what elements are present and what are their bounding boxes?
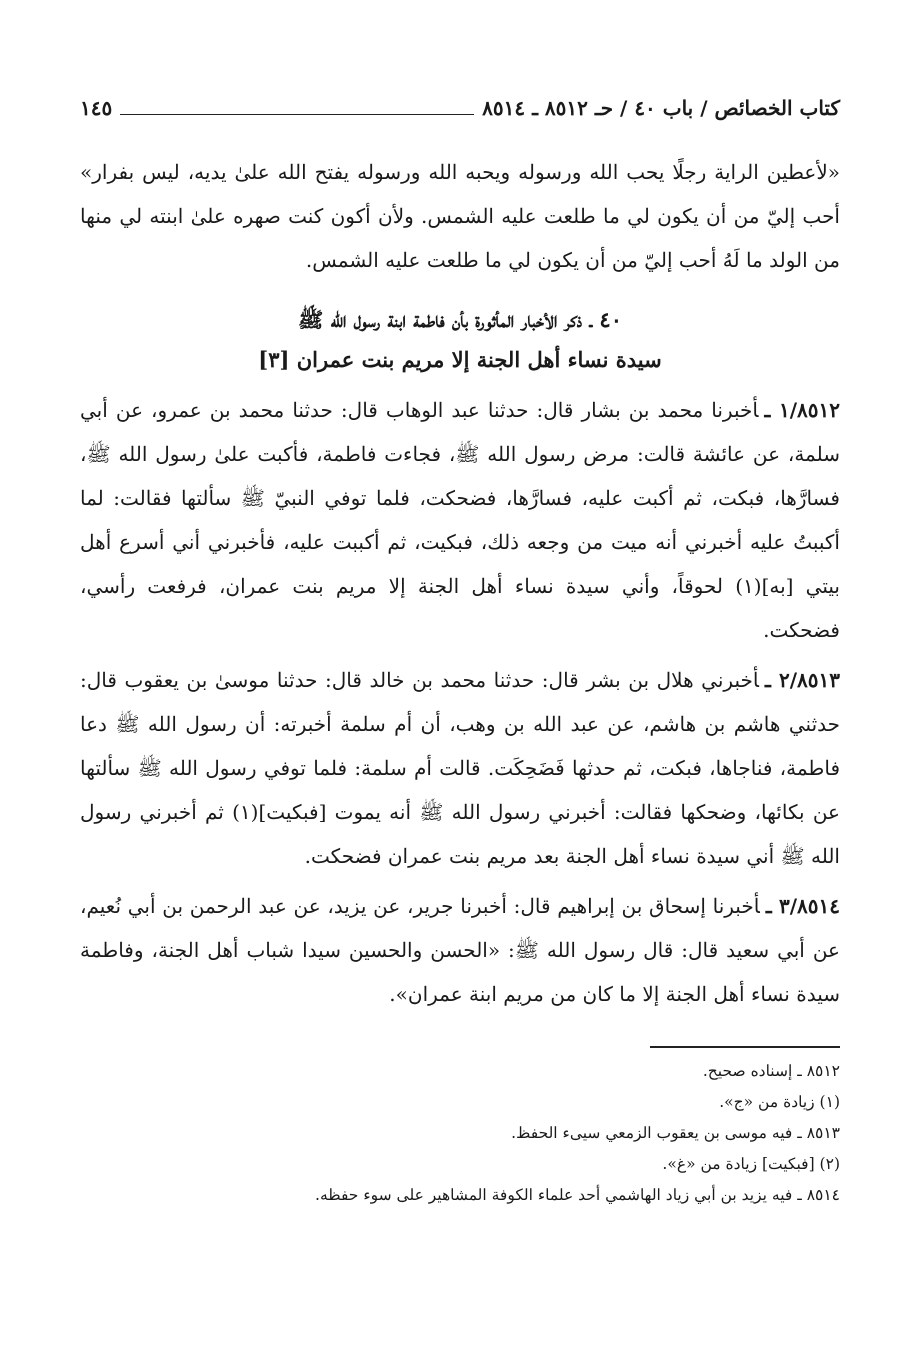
book-page: [80, 88, 840, 1348]
chapter-heading-line-1: ٤٠ ـ ذكر الأخبار المأثورة بأن فاطمة ابنة رسول الله ﷺ: [298, 307, 622, 332]
running-header-title: كتاب الخصائص / باب ٤٠ / حـ ٨٥١٢ ـ ٨٥١٤: [482, 96, 840, 120]
page-number: ١٤٥: [80, 96, 113, 120]
hadith-number: ٣/٨٥١٤ ـ: [765, 894, 841, 918]
footnotes: [80, 1056, 840, 1211]
footnote-8513-2: (٢) [فبكيت] زيادة من «غ».: [662, 1155, 840, 1173]
header-rule: [120, 114, 474, 115]
hadith-number: ١/٨٥١٢ ـ: [764, 398, 840, 422]
chapter-heading-line-2: سيدة نساء أهل الجنة إلا مريم بنت عمران [٣]: [258, 347, 662, 372]
chapter-heading: [80, 300, 840, 380]
hadith-number: ٢/٨٥١٣ ـ: [764, 668, 840, 692]
footnote-8514: ٨٥١٤ ـ فيه يزيد بن أبي زياد الهاشمي أحد علماء الكوفة المشاهير على سوء حفظه.: [315, 1186, 840, 1204]
hadith-text: أخبرنا محمد بن بشار قال: حدثنا عبد الوهاب قال: حدثنا محمد بن عمرو، عن أبي سلمة، عن عائشة قالت: مرض رسول الله ﷺ، فجاءت فاطمة، فأكبت علىٰ رسول الله ﷺ، فسارَّها، فبكت، ثم أكبت عليه، فسارَّها، فضحكت، فلما توفي النبيّ ﷺ سألتها فقالت: لما أكببتُ عليه أخبرني أنه ميت من وجعه ذلك، فبكيت، ثم أكببت عليه، فأخبرني أني أسرع أهل بيتي [به](١) لحوقاً، وأني سيدة نساء أهل الجنة إلا مريم بنت عمران، فرفعت رأسي، فضحكت.: [80, 398, 840, 642]
hadith-8513: [80, 658, 840, 878]
footnote-8513: ٨٥١٣ ـ فيه موسى بن يعقوب الزمعي سيىء الحفظ.: [511, 1124, 840, 1142]
footnote-separator: [650, 1046, 840, 1048]
footnote-8512: ٨٥١٢ ـ إسناده صحيح.: [702, 1062, 840, 1080]
hadith-8512: [80, 388, 840, 652]
running-header: [80, 88, 840, 128]
hadith-text: أخبرنا إسحاق بن إبراهيم قال: أخبرنا جرير، عن يزيد، عن عبد الرحمن بن أبي نُعيم، عن أبي سعيد قال: قال رسول الله ﷺ: «الحسن والحسين سيدا شباب أهل الجنة، وفاطمة سيدة نساء أهل الجنة إلا ما كان من مريم ابنة عمران».: [80, 894, 840, 1006]
hadith-8514: [80, 884, 840, 1016]
hadith-text: أخبرني هلال بن بشر قال: حدثنا محمد بن خالد قال: حدثنا موسىٰ بن يعقوب قال: حدثني هاشم بن هاشم، عن عبد الله بن وهب، أن أم سلمة أخبرته: أن رسول الله ﷺ دعا فاطمة، فناجاها، فبكت، ثم حدثها فَضَحِكَت. قالت أم سلمة: فلما توفي رسول الله ﷺ سألتها عن بكائها، وضحكها فقالت: أخبرني رسول الله ﷺ أنه يموت [فبكيت](١) ثم أخبرني رسول الله ﷺ أني سيدة نساء أهل الجنة بعد مريم بنت عمران فضحكت.: [80, 668, 840, 868]
footnote-8512-1: (١) زيادة من «ج».: [719, 1093, 840, 1111]
intro-paragraph: «لأعطين الراية رجلًا يحب الله ورسوله ويحبه الله ورسوله يفتح الله علىٰ يديه، ليس بفرار» أحب إليّ من أن يكون لي ما طلعت عليه الشمس. ولأن أكون كنت صهره علىٰ ابنته لي منها من الولد ما لَهُ أحب إليّ من أن يكون لي ما طلعت عليه الشمس.: [80, 160, 840, 272]
